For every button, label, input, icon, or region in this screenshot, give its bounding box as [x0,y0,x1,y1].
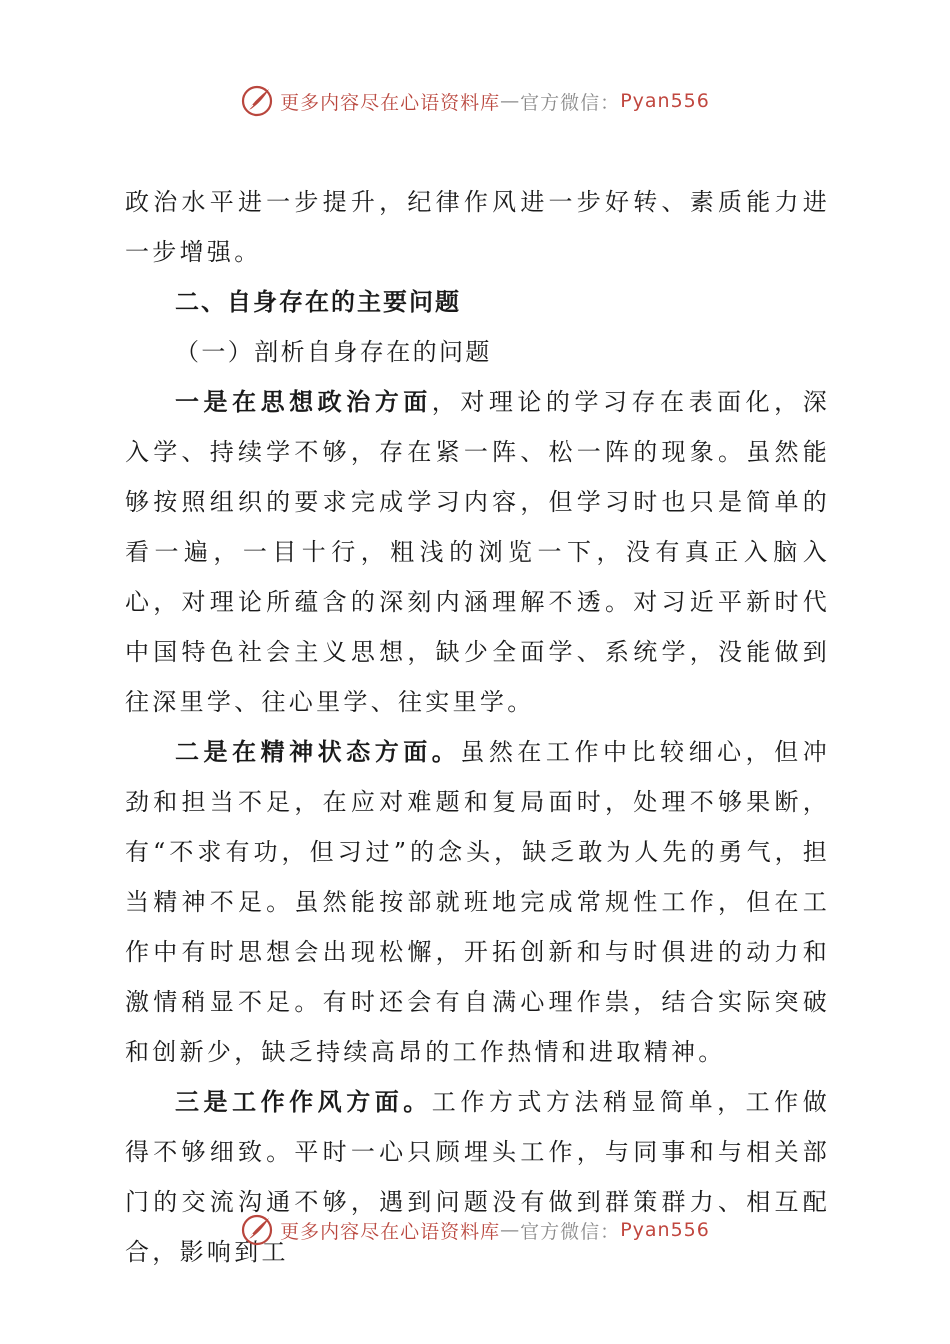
paragraph-text: ，对理论的学习存在表面化，深入学、持续学不够，存在紧一阵、松一阵的现象。虽然能够按照组织的要求完成学习内容，但学习时也只是简单的看一遍，一目十行，粗浅的浏览一下，没有真正入脑入心，对理论所蕴含的深刻内涵理解不透。对习近平新时代中国特色社会主义思想，缺少全面学、系统学，没能做到往深里学、往心里学、往实里学。 [125,388,831,716]
watermark-wechat-label: 官方微信： [520,1220,621,1243]
paragraph-lead: 三是工作作风方面。 [175,1087,432,1116]
paragraph-text: 工作方式方法稍显简单，工作做得不够细致。平时一心只顾埋头工作，与同事和与相关部门的交流沟通不够，遇到问题没有做到群策群力、相互配合，影响到工 [125,1088,831,1266]
watermark-dash: — [500,1219,521,1241]
watermark-wechat-id: Pyan556 [620,1219,710,1241]
section-heading: 二、自身存在的主要问题 [175,287,461,316]
watermark-dash: — [500,90,521,112]
quill-logo-icon [240,1213,274,1247]
paragraph-spirit [125,727,830,1077]
watermark-header [0,84,950,118]
paragraph-lead: 一是在思想政治方面 [175,387,432,416]
paragraph-text: 虽然在工作中比较细心，但冲劲和担当不足，在应对难题和复局面时，处理不够果断，有“不求有功，但习过”的念头，缺乏敢为人先的勇气，担当精神不足。虽然能按部就班地完成常规性工作，但在工作中有时思想会出现松懈，开拓创新和与时俱进的动力和激情稍显不足。有时还会有自满心理作祟，结合实际突破和创新少，缺乏持续高昂的工作热情和进取精神。 [125,738,831,1066]
paragraph-ideology [125,377,830,727]
watermark-title: 更多内容尽在心语资料库 [280,91,501,114]
watermark-wechat-id: Pyan556 [620,90,710,112]
paragraph-continuation: 政治水平进一步提升，纪律作风进一步好转、素质能力进一步增强。 [125,188,830,266]
quill-logo-icon [240,84,274,118]
paragraph-work-style [125,1077,830,1277]
subsection-heading: （一）剖析自身存在的问题 [175,338,492,366]
watermark-footer [0,1213,950,1247]
watermark-title: 更多内容尽在心语资料库 [280,1220,501,1243]
document-body [125,177,830,1277]
watermark-wechat-label: 官方微信： [520,91,621,114]
paragraph-lead: 二是在精神状态方面。 [175,737,461,766]
